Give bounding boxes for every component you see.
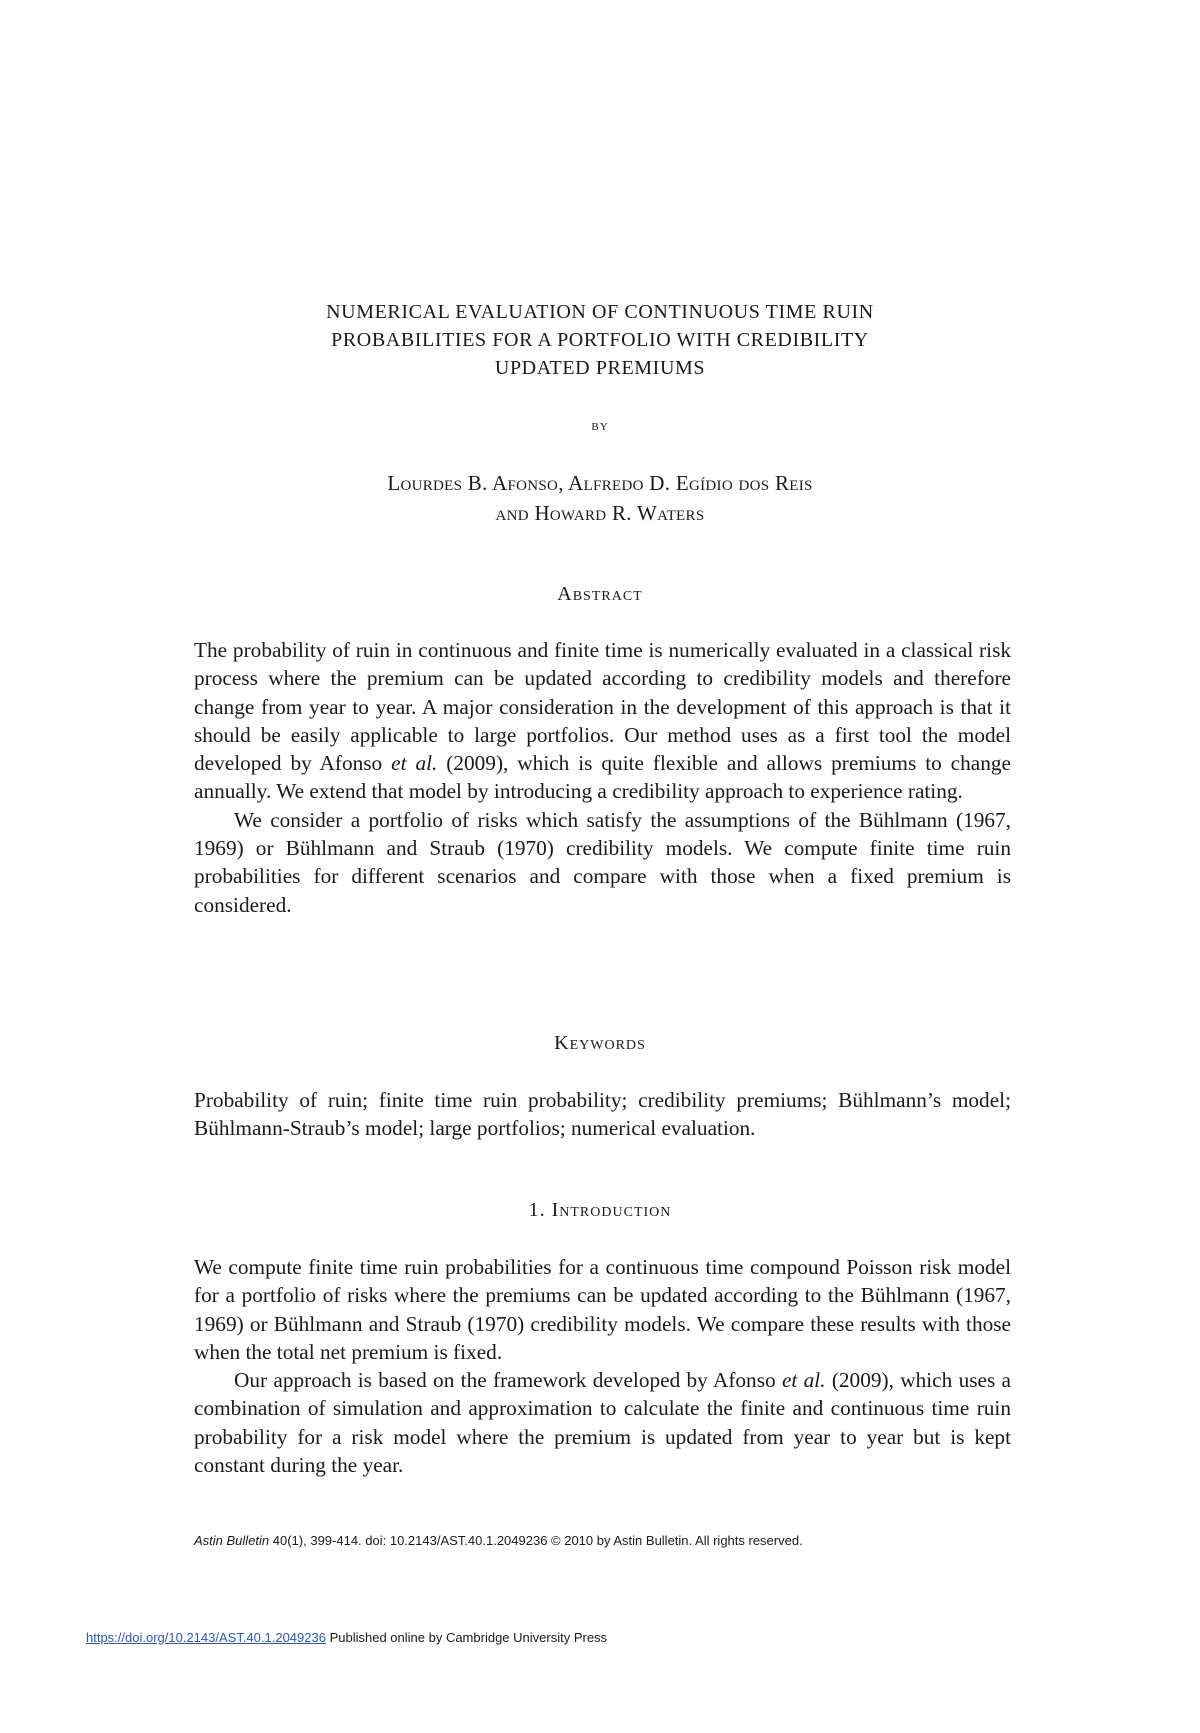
title-line-3: UPDATED PREMIUMS <box>494 357 706 379</box>
abstract-p1-text-b: (2009), which is quite flexible and allows premiums to change annually. We extend that model by introducing a credibility approach to experience rating. <box>194 751 1011 804</box>
authors-line-1: Lourdes B. Afonso, Alfredo D. Egídio dos Reis <box>387 471 813 495</box>
keywords-text: Probability of ruin; finite time ruin probability; credibility premiums; Bühlmann’s model; Bühlmann-Straub’s model; large portfolios; numerical evaluation. <box>194 1088 1011 1141</box>
doi-link[interactable]: https://doi.org/10.2143/AST.40.1.2049236 <box>86 1630 326 1645</box>
abstract-paragraph-1 <box>194 636 1011 806</box>
journal-citation <box>194 1533 803 1548</box>
citation-details: 40(1), 399-414. doi: 10.2143/AST.40.1.2049236 © 2010 by Astin Bulletin. All rights reserved. <box>269 1533 803 1548</box>
paper-title <box>0 298 1200 382</box>
abstract-p1-text-a: The probability of ruin in continuous and finite time is numerically evaluated in a classical risk process where the premium can be updated according to credibility models and therefore change from year to year. A major consideration in the development of this approach is that it should be easily applicable to large portfolios. Our method uses as a first tool the model developed by Afonso <box>194 638 1011 776</box>
introduction-body <box>194 1253 1011 1479</box>
published-online-note: Published online by Cambridge University Press <box>325 1630 608 1645</box>
intro-p2-text-a: Our approach is based on the framework developed by Afonso <box>234 1368 782 1393</box>
title-line-1: NUMERICAL EVALUATION OF CONTINUOUS TIME RUIN <box>326 301 874 323</box>
abstract-body <box>194 636 1011 919</box>
author-list <box>0 468 1200 528</box>
intro-p2-emphasis: et al. <box>781 1368 826 1393</box>
authors-line-2: and Howard R. Waters <box>495 501 705 525</box>
abstract-heading: Abstract <box>557 583 643 605</box>
intro-paragraph-1: We compute finite time ruin probabilities for a continuous time compound Poisson risk model for a portfolio of risks where the premiums can be updated according to the Bühlmann (1967, 1969) or Bühlmann and Straub (1970) credibility models. We compare these results with those when the total net premium is fixed. <box>194 1255 1011 1364</box>
intro-paragraph-2 <box>194 1366 1011 1479</box>
abstract-paragraph-2: We consider a portfolio of risks which satisfy the assumptions of the Bühlmann (1967, 1969) or Bühlmann and Straub (1970) credibility models. We compute finite time ruin probabilities for different scenarios and compare with those when a fixed premium is considered. <box>194 807 1011 917</box>
publisher-footer <box>86 1630 607 1645</box>
keywords-heading: Keywords <box>554 1032 646 1054</box>
title-line-2: PROBABILITIES FOR A PORTFOLIO WITH CREDIBILITY <box>331 329 869 351</box>
journal-name: Astin Bulletin <box>194 1533 270 1548</box>
keywords-body <box>194 1086 1011 1143</box>
by-label: by <box>591 418 609 434</box>
introduction-heading: 1. Introduction <box>528 1199 672 1221</box>
abstract-p1-emphasis: et al. <box>391 751 438 776</box>
intro-p2-text-b: (2009), which uses a combination of simulation and approximation to calculate the finite and continuous time ruin probability for a risk model where the premium is updated from year to year but is kept constant during the year. <box>194 1368 1011 1478</box>
